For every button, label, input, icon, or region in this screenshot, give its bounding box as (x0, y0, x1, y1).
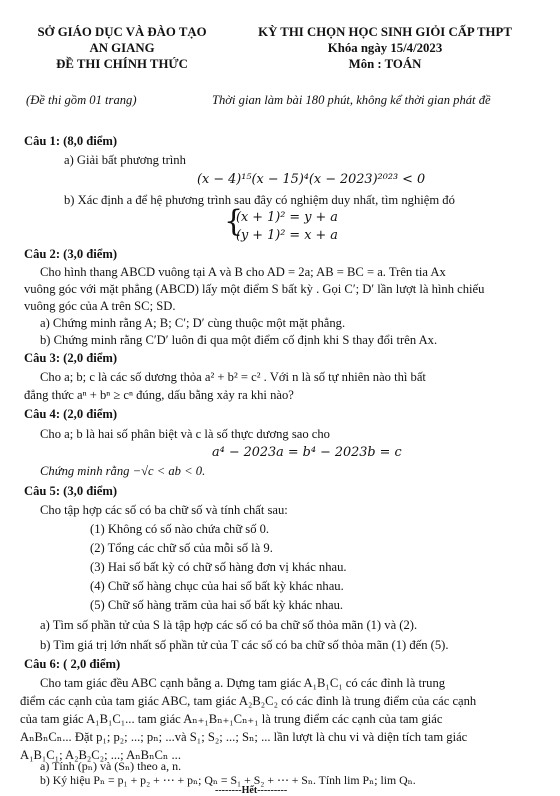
question-2-line-2: vuông góc với mặt phẳng (ABCD) lấy một điểm S bất kỳ . Gọi C′; D′ lần lượt là hình chiếu (24, 282, 485, 296)
question-5-intro: Cho tập hợp các số có ba chữ số và tính chất sau: (40, 503, 288, 517)
question-4-line-1: Cho a; b là hai số phân biệt và c là số thực dương sao cho (40, 427, 330, 441)
property-item: (1) Không có số nào chứa chữ số 0. (90, 522, 270, 536)
system-equation-2: (y + 1)² = x + a (236, 228, 338, 243)
header-left (22, 24, 222, 72)
question-5-title: Câu 5: (3,0 điểm) (24, 484, 118, 498)
question-2b: b) Chứng minh rằng C′D′ luôn đi qua một điểm cố định khi S thay đổi trên Ax. (40, 333, 438, 347)
question-2-line-1: Cho hình thang ABCD vuông tại A và B cho AD = 2a; AB = BC = a. Trên tia Ax (40, 265, 446, 279)
subject-label: Môn : TOÁN (348, 57, 422, 71)
question-4-line-2: Chứng minh rằng −√c < ab < 0. (40, 464, 206, 478)
page-count-note: (Đề thi gồm 01 trang) (26, 93, 137, 107)
system-equation-1: (x + 1)² = y + a (236, 210, 338, 225)
system-brace: { (224, 204, 244, 239)
question-5a: a) Tìm số phần tử của S là tập hợp các số có ba chữ số thỏa mãn (1) và (2). (40, 618, 418, 632)
question-4-equation: a⁴ − 2023a = b⁴ − 2023b = c (212, 445, 402, 460)
question-2-line-3: vuông góc của A trên SC; SD. (24, 299, 176, 313)
property-item: (3) Hai số bất kỳ có chữ số hàng đơn vị khác nhau. (90, 560, 347, 574)
question-6-line-4: AₙBₙCₙ... Đặt p₁; p₂; ...; pₙ; ...và S₁; S₂; ...; Sₙ; ... lần lượt là chu vi và diện tích tam giác (20, 730, 468, 744)
question-6-line-1: Cho tam giác đều ABC cạnh bằng a. Dựng tam giác A₁B₁C₁ có các đỉnh là trung (40, 676, 446, 690)
question-5b: b) Tìm giá trị lớn nhất số phần tử của T các số có ba chữ số thỏa mãn (1) đến (5). (40, 638, 449, 652)
property-item: (5) Chữ số hàng trăm của hai số bất kỳ khác nhau. (90, 598, 344, 612)
question-1-title: Câu 1: (8,0 điểm) (24, 134, 118, 148)
question-1a-inequality: (x − 4)¹⁵(x − 15)⁴(x − 2023)²⁰²³ < 0 (197, 172, 426, 187)
property-item: (4) Chữ số hàng chục của hai số bất kỳ khác nhau. (90, 579, 344, 593)
header-right (228, 24, 542, 72)
exam-date: Khóa ngày 15/4/2023 (327, 41, 443, 55)
question-6-line-3: của tam giác A₁B₁C₁... tam giác Aₙ₊₁Bₙ₊₁Cₙ₊₁ là trung điểm các cạnh của tam giác (20, 712, 443, 726)
exam-title: KỲ THI CHỌN HỌC SINH GIỎI CẤP THPT (258, 25, 512, 39)
question-6-line-5: A₁B₁C₁; A₂B₂C₂; ...; AₙBₙCₙ ... (20, 748, 181, 762)
property-item: (2) Tổng các chữ số của mỗi số là 9. (90, 541, 273, 555)
question-3-line-2: đẳng thức aⁿ + bⁿ ≥ cⁿ đúng, dấu bằng xảy ra khi nào? (24, 388, 294, 402)
question-2a: a) Chứng minh rằng A; B; C′; D′ cùng thuộc một mặt phẳng. (40, 316, 346, 330)
time-note: Thời gian làm bài 180 phút, không kể thời gian phát đề (212, 93, 491, 107)
question-3-title: Câu 3: (2,0 điểm) (24, 351, 118, 365)
question-4-title: Câu 4: (2,0 điểm) (24, 407, 118, 421)
question-6b: b) Ký hiệu Pₙ = p₁ + p₂ + ⋯ + pₙ; Qₙ = S₁ + S₂ + ⋯ + Sₙ. Tính lim Pₙ; lim Qₙ. (40, 773, 416, 787)
question-6-line-2: điểm các cạnh của tam giác ABC, tam giác A₂B₂C₂ có các đỉnh là trung điểm của các cạnh (20, 694, 477, 708)
question-6a: a) Tính (pₙ) và (Sₙ) theo a, n. (40, 759, 182, 773)
question-1b-text: b) Xác định a để hệ phương trình sau đây có nghiệm duy nhất, tìm nghiệm đó (64, 193, 455, 207)
question-2-title: Câu 2: (3,0 điểm) (24, 247, 118, 261)
question-1a-text: a) Giải bất phương trình (64, 153, 186, 167)
question-6-title: Câu 6: ( 2,0 điểm) (24, 657, 121, 671)
department-name: SỞ GIÁO DỤC VÀ ĐÀO TẠO (37, 25, 207, 39)
end-marker: --------Hết--------- (215, 785, 288, 796)
official-exam-label: ĐỀ THI CHÍNH THỨC (56, 57, 188, 71)
province-name: AN GIANG (89, 41, 155, 55)
question-3-line-1: Cho a; b; c là các số dương thỏa a² + b² = c² . Với n là số tự nhiên nào thì bất (40, 370, 426, 384)
